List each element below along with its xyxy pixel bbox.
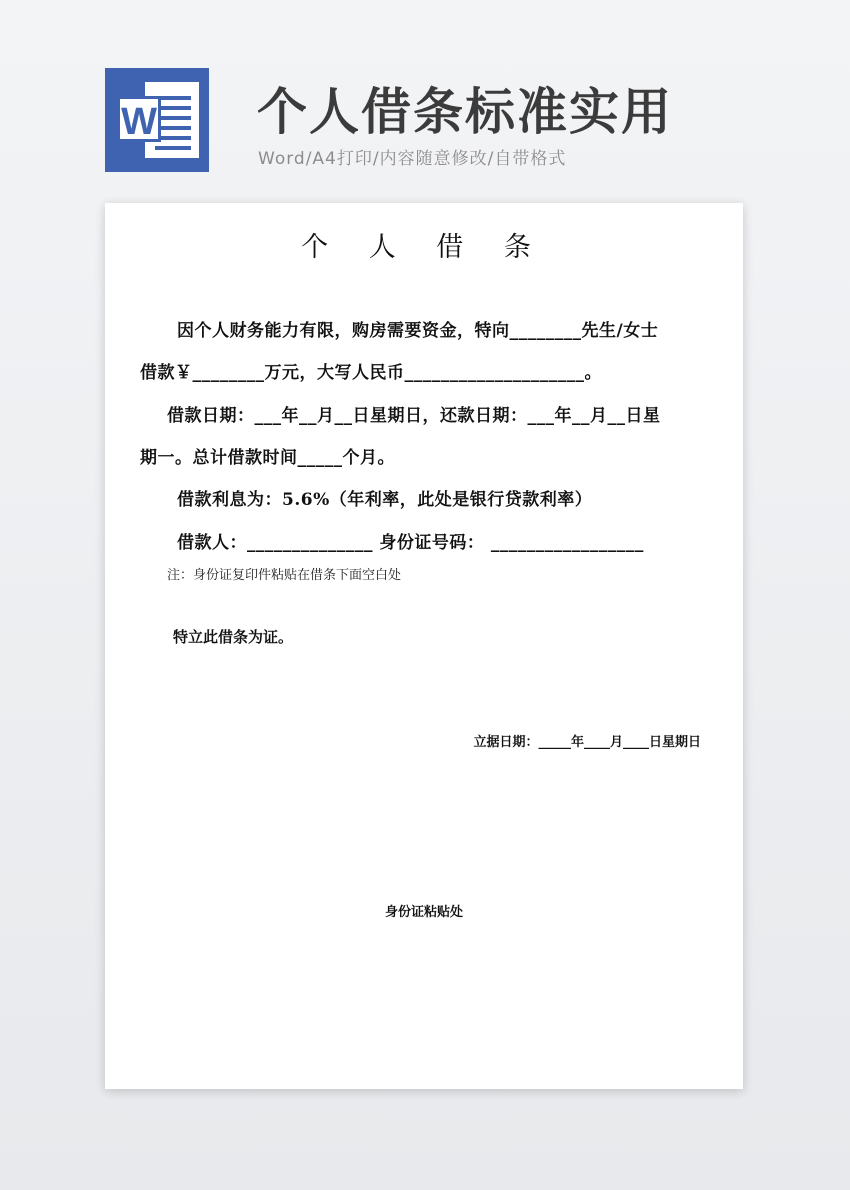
page-subtitle: Word/A4打印/内容随意修改/自带格式 [258,149,567,169]
document-title: 个 人 借 条 [301,232,547,263]
word-letter: W [117,96,161,142]
body-line-3: 借款日期：___年__月__日星期日，还款日期：___年__月__日星 [167,406,661,426]
witness-text: 特立此借条为证。 [173,628,294,646]
sign-date: 立据日期：_____年____月____日星期日 [473,735,701,750]
body-line-2: 借款￥________万元，大写人民币____________________。 [140,363,602,383]
page-title: 个人借条标准实用 [257,83,673,141]
interest-line: 借款利息为：5.6%（年利率，此处是银行贷款利率） [177,490,593,510]
word-icon [105,68,209,172]
body-line-4: 期一。总计借款时间_____个月。 [140,448,395,468]
note-text: 注：身份证复印件粘贴在借条下面空白处 [167,568,402,583]
id-paste-label: 身份证粘贴处 [384,905,463,920]
icon-line [155,146,191,150]
borrower-line: 借款人：______________ 身份证号码： _________________ [177,533,644,553]
body-line-1: 因个人财务能力有限，购房需要资金，特向________先生/女士 [177,321,659,341]
document-sheet [105,203,743,1089]
